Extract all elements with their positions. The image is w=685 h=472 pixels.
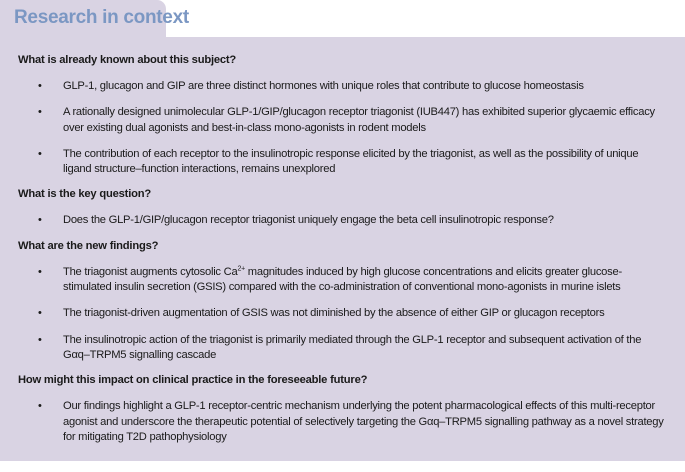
list-item: • Our findings highlight a GLP-1 receptor-centric mechanism underlying the potent pharmacological effects of this multi-receptor agonist and underscore the therapeutic potential of selectively targeting the Gαq–TRPM5 signalling pathway as a novel strategy for mitigating T2D pathophysiology	[38, 400, 664, 443]
research-in-context-panel	[0, 37, 685, 461]
bullet-icon: •	[38, 106, 42, 119]
section-heading: What is already known about this subject?	[18, 54, 237, 66]
bullet-icon: •	[38, 80, 42, 92]
bullet-icon: •	[38, 307, 42, 320]
list-item: • The insulinotropic action of the triagonist is primarily mediated through the GLP-1 receptor and subsequent activation of the Gαq–TRPM5 signalling cascade	[38, 333, 642, 361]
title-tab	[0, 0, 189, 37]
list-item: • The triagonist augments cytosolic $Ca^{2+}$ magnitudes induced by high glucose concentrations and elicits greater glucose-stimulated insulin secretion (GSIS) compared with the co-administration of conventional mono-agonists in murine islets	[38, 265, 622, 294]
section-heading: How might this impact on clinical practice in the foreseeable future?	[18, 374, 368, 387]
list-item: • The triagonist-driven augmentation of GSIS was not diminished by the absence of either GIP or glucagon receptors	[18, 306, 668, 321]
list-item: • The contribution of each receptor to the insulinotropic response elicited by the triagonist, as well as the possibility of unique ligand structure–function interactions, remains unexplored	[38, 147, 639, 176]
bullet-icon: •	[38, 400, 42, 413]
bullet-icon: •	[38, 214, 42, 227]
section-heading: What are the new findings?	[18, 239, 159, 252]
list-item: • A rationally designed unimolecular GLP-1/GIP/glucagon receptor triagonist (IUB447) has exhibited superior glycaemic efficacy over existing dual agonists and best-in-class mono-agonists in rodent models	[38, 106, 655, 134]
bullet-icon: •	[38, 333, 42, 346]
section-heading: What is the key question?	[18, 188, 151, 201]
list-item: • GLP-1, glucagon and GIP are three distinct hormones with unique roles that contribute to glucose homeostasis	[18, 79, 668, 94]
bullet-icon: •	[38, 265, 42, 278]
box-title: Research in context	[14, 7, 189, 28]
list-item: • Does the GLP-1/GIP/glucagon receptor triagonist uniquely engage the beta cell insulinotropic response?	[18, 213, 668, 228]
bullet-icon: •	[38, 147, 42, 160]
